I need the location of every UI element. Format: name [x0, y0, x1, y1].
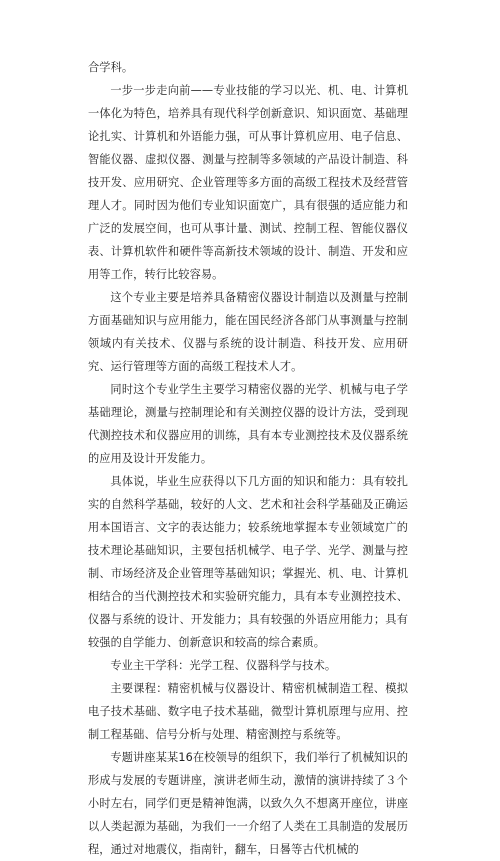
paragraph-lecture: 专题讲座某某16在校领导的组织下，我们举行了机械知识的形成与发展的专题讲座，演讲老师生动，激情的演讲持续了３个小时左右，同学们更是精神饱满，以致久久不想离开座位，讲座以人类起源为基础，为我们一一介绍了人类在工具制造的发展历程，通过对地震仪，指南针，翻车，日晷等古代机械的	[88, 751, 408, 856]
paragraph-graduate-abilities: 具体说，毕业生应获得以下几方面的知识和能力：具有较扎实的自然科学基础，较好的人文、艺术和社会科学基础及正确运用本国语言、文字的表达能力；较系统地掌握本专业领域宽广的技术理论基础知识，主要包括机械学、电子学、光学、测量与控制、市场经济及企业管理等基础知识；掌握光、机、电、计算机相结合的当代测控技术和实验研究能力，具有本专业测控技术、仪器与系统的设计、开发能力；具有较强的外语应用能力；具有较强的自学能力、创新意识和较高的综合素质。	[88, 475, 408, 649]
paragraph-main-disciplines: 专业主干学科：光学工程、仪器科学与技术。	[110, 659, 337, 672]
paragraph-training-goal: 这个专业主要是培养具备精密仪器设计制造以及测量与控制方面基础知识与应用能力，能在国民经济各部门从事测量与控制领域内有关技术、仪器与系统的设计制造、科技开发、应用研究、运行管理等方面的高级工程技术人才。	[88, 291, 408, 373]
document-body	[88, 56, 408, 861]
paragraph-continuation: 合学科。	[88, 61, 134, 74]
paragraph-skills-overview: 一步一步走向前——专业技能的学习以光、机、电、计算机一体化为特色，培养具有现代科学创新意识、知识面宽、基础理论扎实、计算机和外语能力强，可从事计算机应用、电子信息、智能仪器、虚拟仪器、测量与控制等多领域的产品设计制造、科技开发、应用研究、企业管理等多方面的高级工程技术及经营管理人才。同时因为他们专业知识面宽广，具有很强的适应能力和广泛的发展空间，也可从事计量、测试、控制工程、智能仪器仪表、计算机软件和硬件等高新技术领域的设计、制造、开发和应用等工作，转行比较容易。	[88, 84, 408, 281]
paragraph-main-courses: 主要课程：精密机械与仪器设计、精密机械制造工程、模拟电子技术基础、数字电子技术基础，微型计算机原理与应用、控制工程基础、信号分析与处理、精密测控与系统等。	[88, 682, 408, 741]
paragraph-study-content: 同时这个专业学生主要学习精密仪器的光学、机械与电子学基础理论，测量与控制理论和有关测控仪器的设计方法，受到现代测控技术和仪器应用的训练，具有本专业测控技术及仪器系统的应用及设计开发能力。	[88, 383, 408, 465]
